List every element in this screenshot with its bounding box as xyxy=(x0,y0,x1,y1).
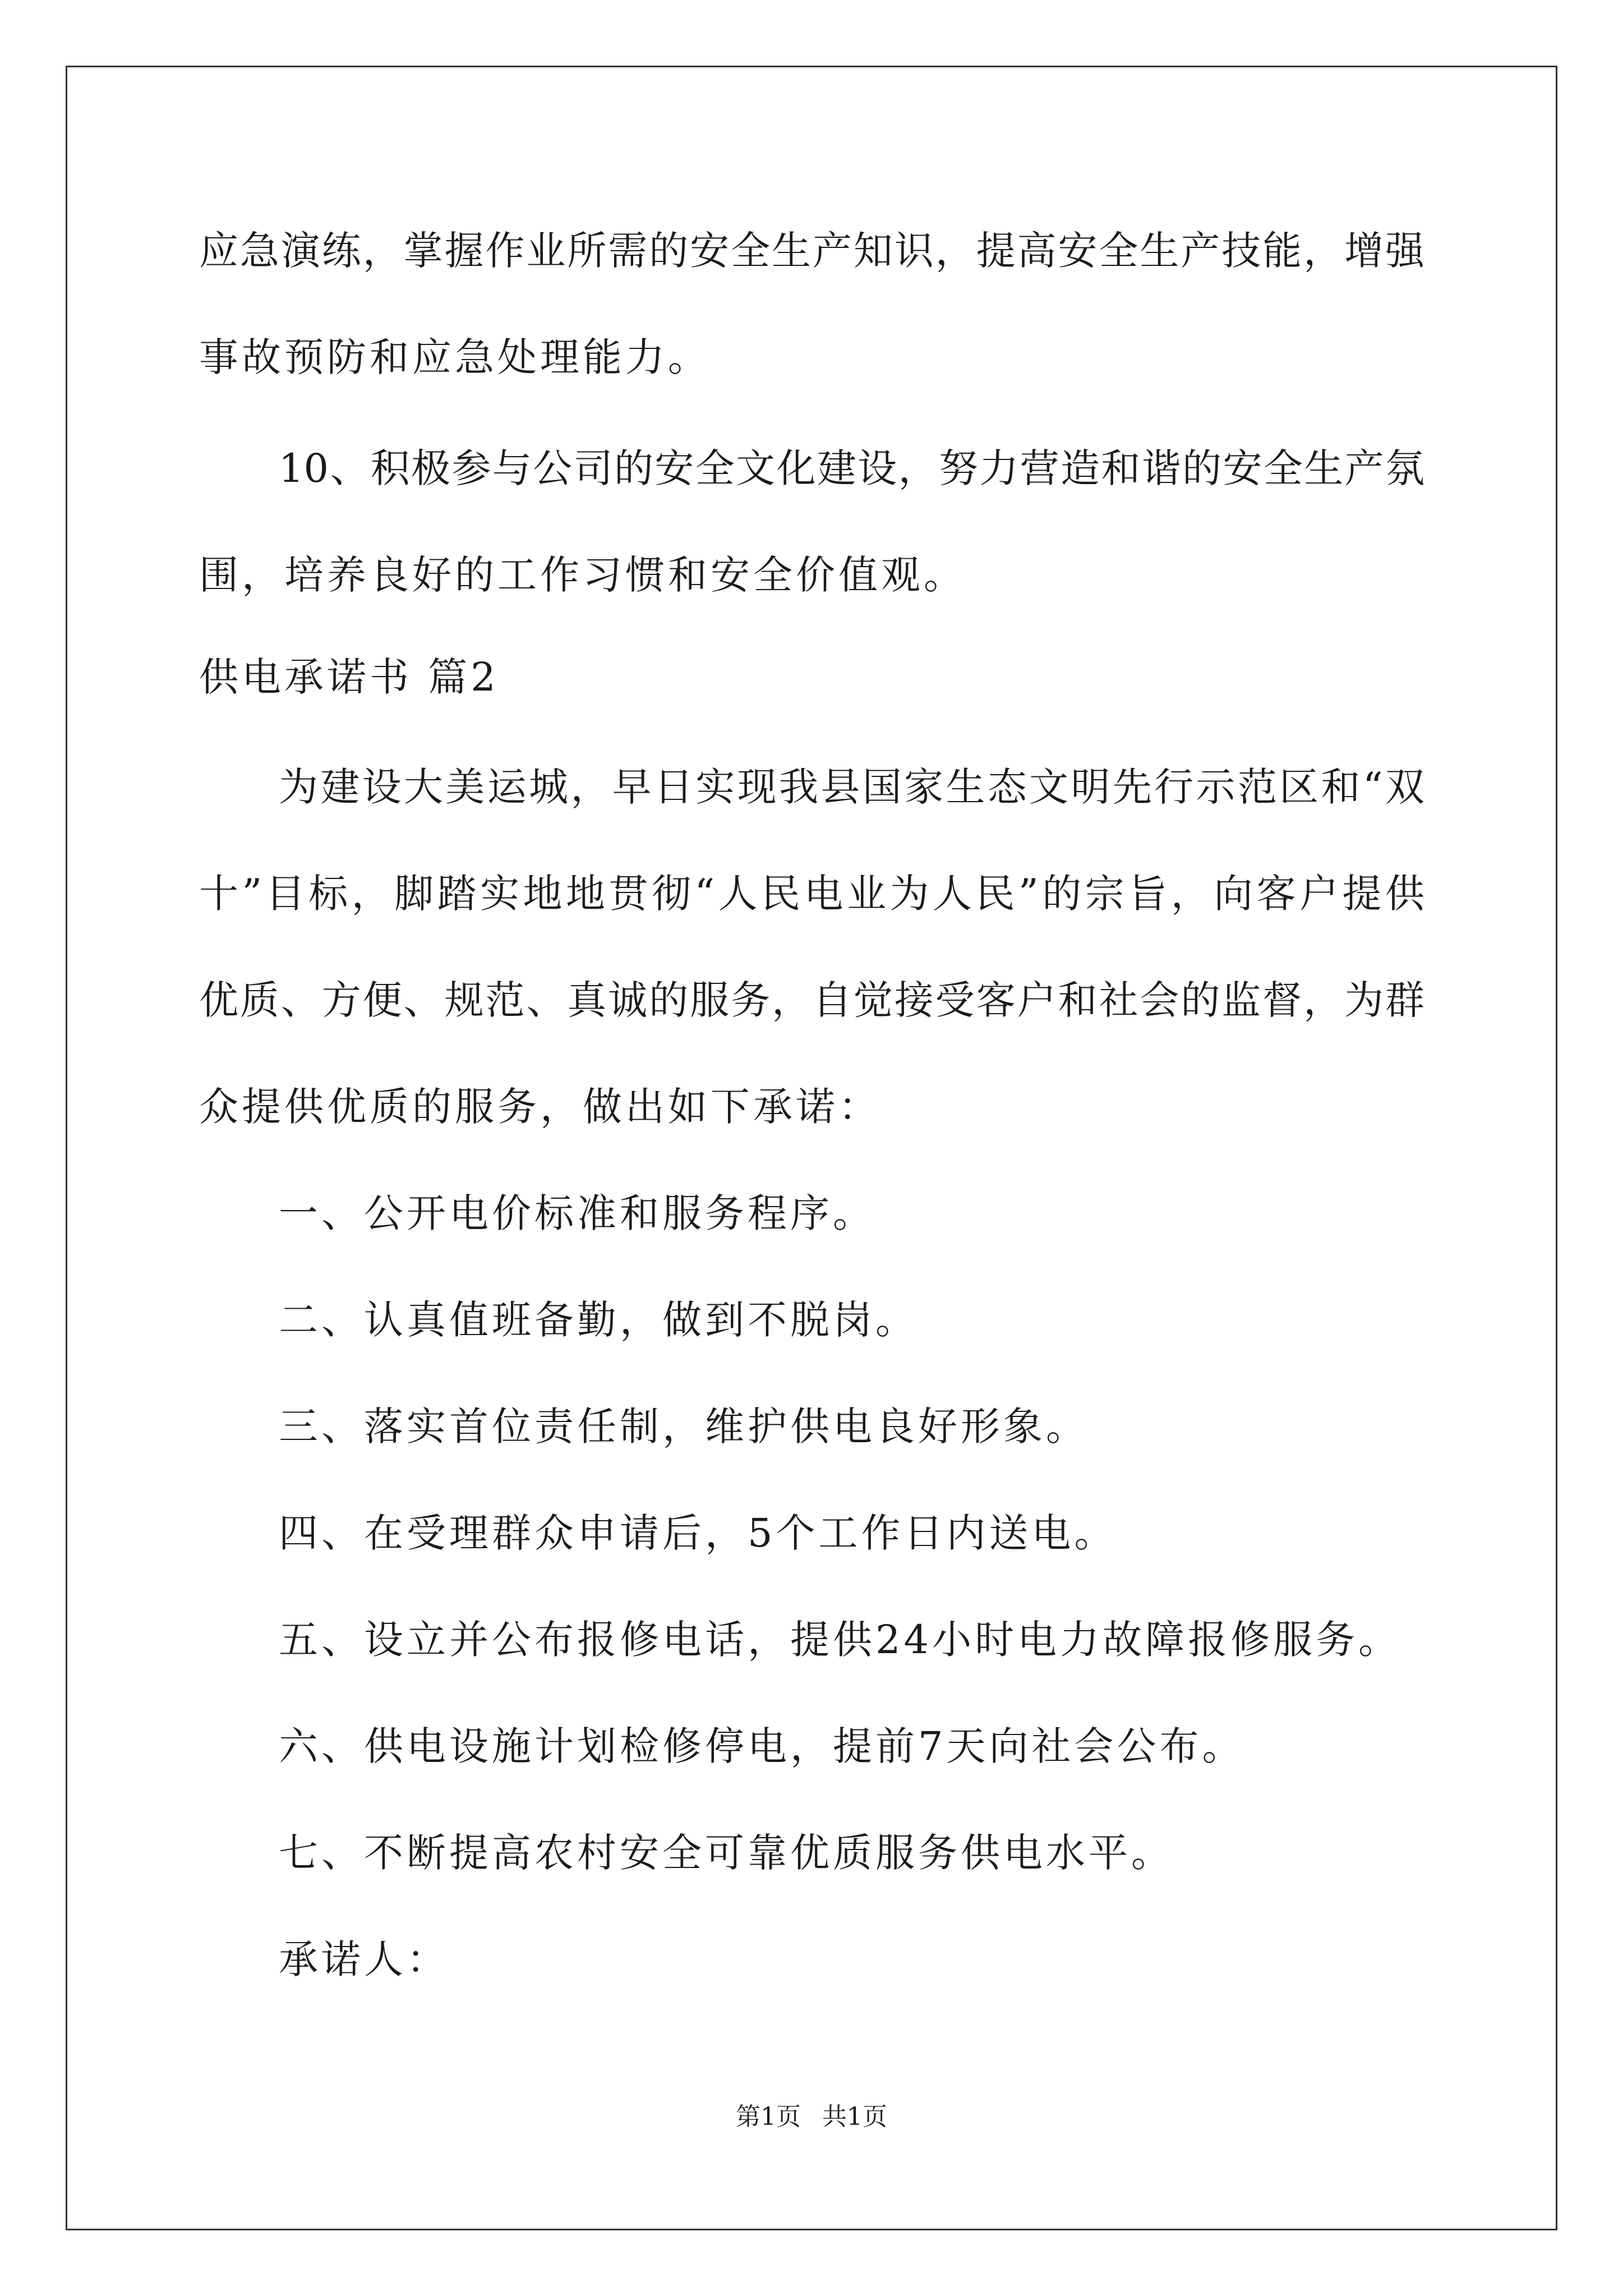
list-item: 四、在受理群众申请后，5个工作日内送电。 xyxy=(279,1510,1117,1556)
list-item: 五、设立并公布报修电话，提供24小时电力故障报修服务。 xyxy=(279,1617,1401,1663)
list-item: 七、不断提高农村安全可靠优质服务供电水平。 xyxy=(279,1830,1174,1876)
text-line: 优质、方便、规范、真诚的服务，自觉接受客户和社会的监督，为群 xyxy=(199,977,1424,1023)
text-line: 应急演练，掌握作业所需的安全生产知识，提高安全生产技能，增强 xyxy=(199,228,1424,274)
page-number-total: 共1页 xyxy=(822,2102,887,2131)
page-border xyxy=(66,66,1557,2230)
list-item: 三、落实首位责任制，维护供电良好形象。 xyxy=(279,1404,1089,1450)
text-line: 围，培养良好的工作习惯和安全价值观。 xyxy=(199,552,966,598)
text-line: 十”目标，脚踏实地地贯彻“人民电业为人民”的宗旨，向客户提供 xyxy=(199,871,1424,917)
text-line: 为建设大美运城，早日实现我县国家生态文明先行示范区和“双 xyxy=(279,764,1424,810)
text-line: 10、积极参与公司的安全文化建设，努力营造和谐的安全生产氛 xyxy=(279,445,1424,491)
section-heading: 供电承诺书 篇2 xyxy=(199,654,499,700)
page-number-current: 第1页 xyxy=(736,2102,801,2131)
list-item: 一、公开电价标准和服务程序。 xyxy=(279,1190,875,1236)
text-line: 众提供优质的服务，做出如下承诺： xyxy=(199,1084,881,1130)
list-item: 六、供电设施计划检修停电，提前7天向社会公布。 xyxy=(279,1723,1245,1769)
signature-label: 承诺人： xyxy=(279,1936,449,1982)
text-line: 事故预防和应急处理能力。 xyxy=(199,334,711,380)
list-item: 二、认真值班备勤，做到不脱岗。 xyxy=(279,1297,918,1343)
page-footer xyxy=(0,2102,1623,2131)
